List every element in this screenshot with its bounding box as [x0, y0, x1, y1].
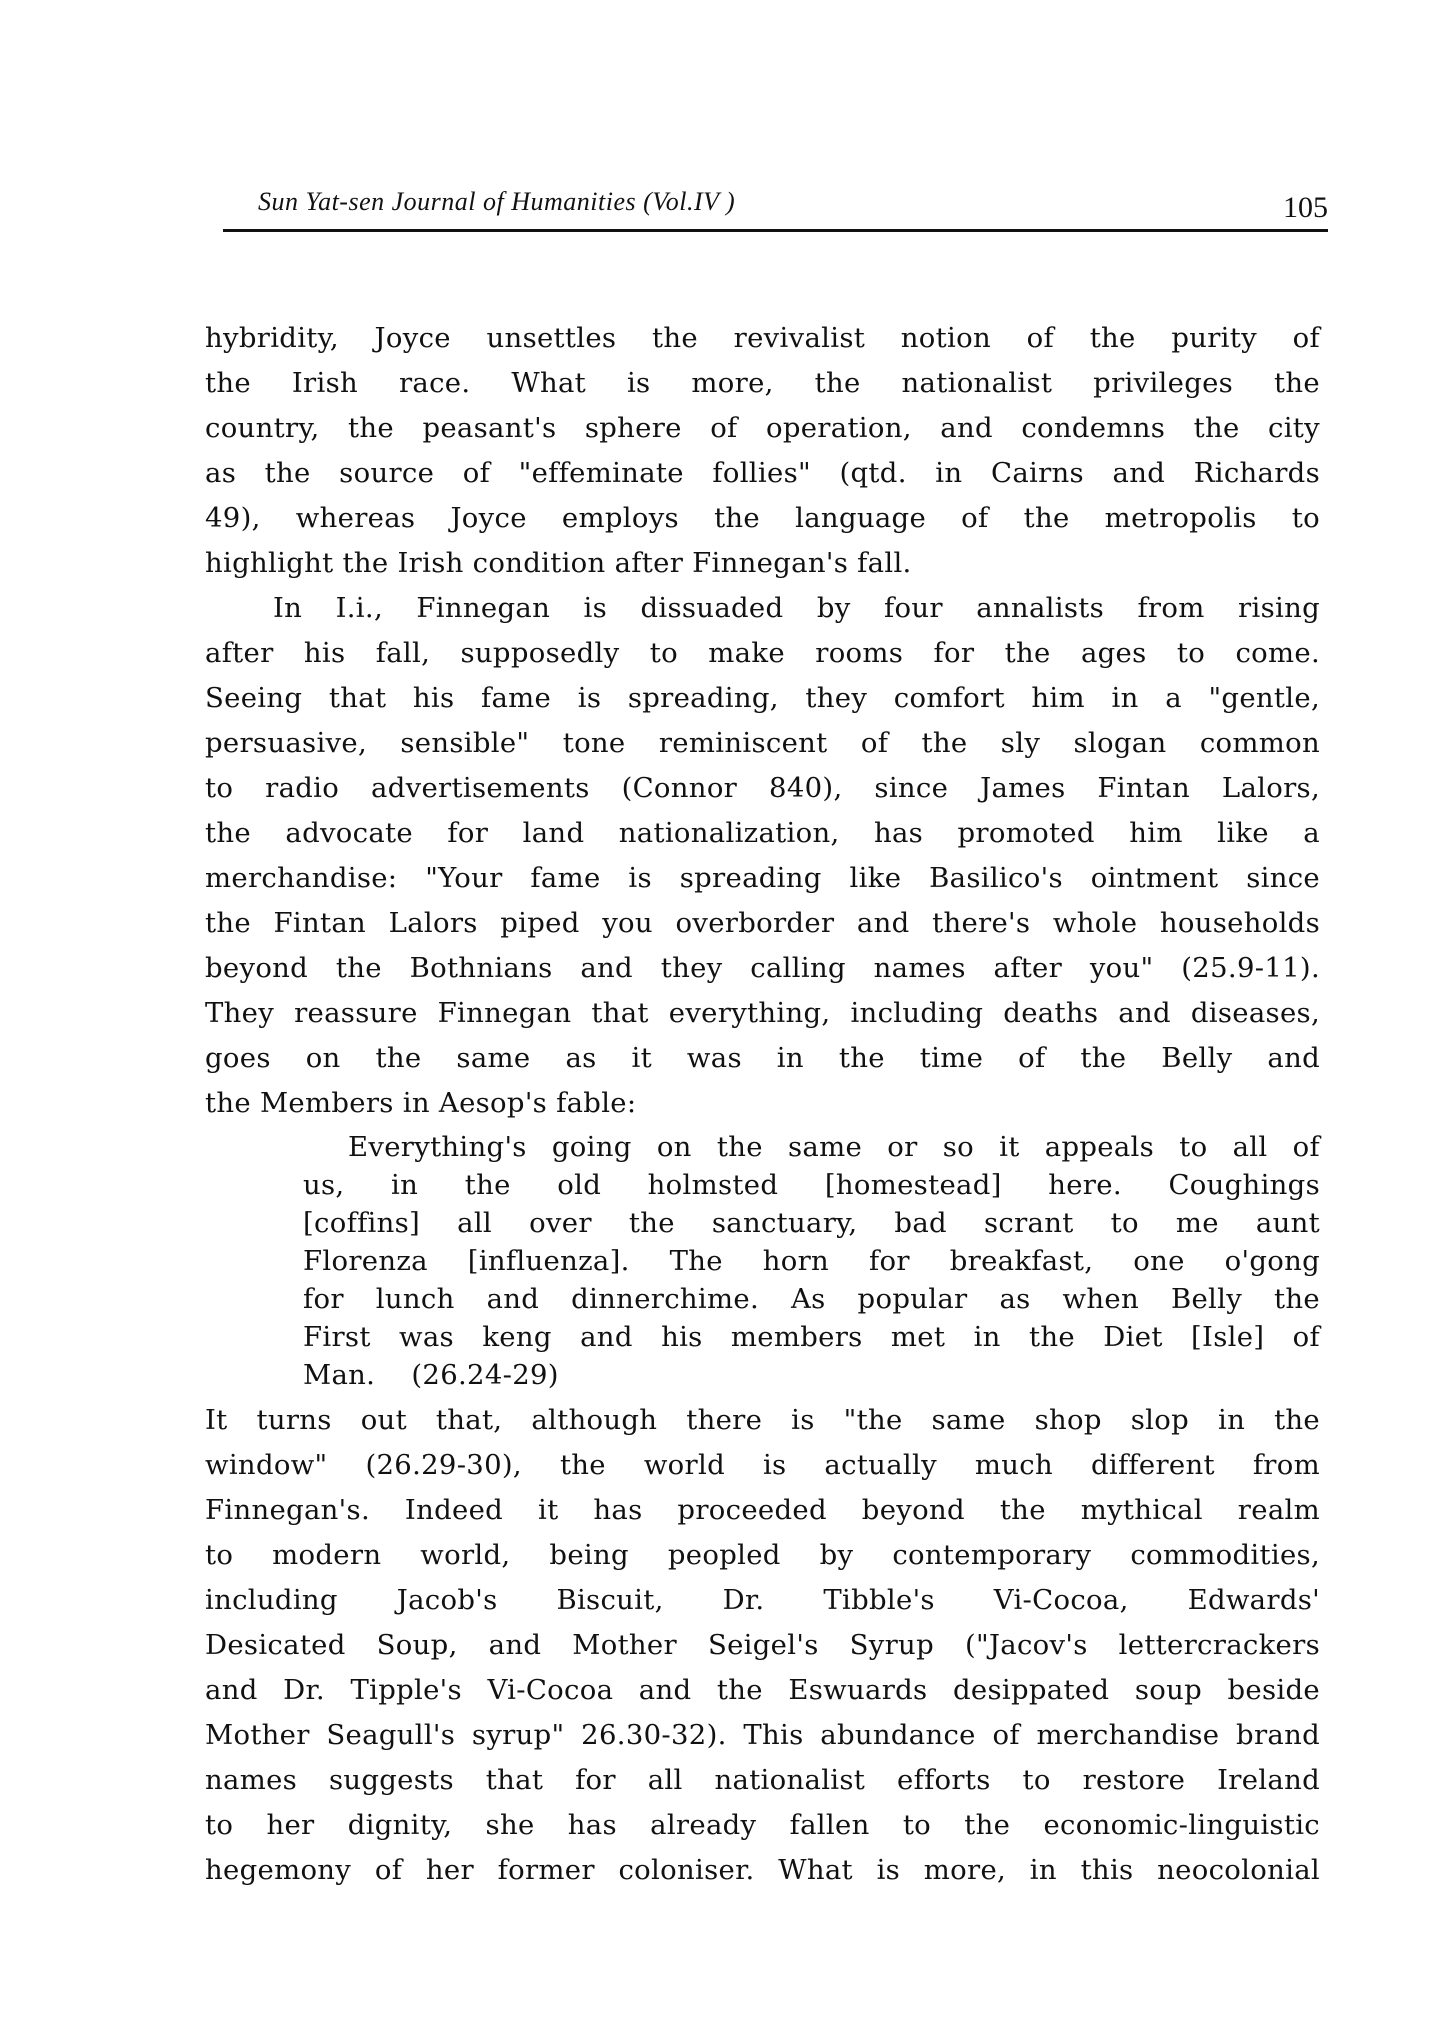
quote-line: for lunch and dinnerchime. As popular as when Belly the: [303, 1283, 1320, 1315]
text-line: beyond the Bothnians and they calling names after you" (25.9-11).: [205, 952, 1320, 984]
text-line: names suggests that for all nationalist efforts to restore Ireland: [205, 1764, 1320, 1796]
paragraph-2: [205, 586, 1320, 1126]
journal-title: Sun Yat-sen Journal of Humanities (Vol.IV ): [258, 187, 736, 216]
body-text: [205, 316, 1320, 1893]
text-line: to her dignity, she has already fallen to the economic-linguistic: [205, 1809, 1320, 1841]
text-line: goes on the same as it was in the time of the Belly and: [205, 1042, 1320, 1074]
text-line: and Dr. Tipple's Vi-Cocoa and the Eswuards desippated soup beside: [205, 1674, 1320, 1706]
text-line: highlight the Irish condition after Finnegan's fall.: [205, 547, 912, 579]
text-line: In I.i., Finnegan is dissuaded by four annalists from rising: [273, 592, 1320, 624]
text-line: to radio advertisements (Connor 840), since James Fintan Lalors,: [205, 772, 1320, 804]
text-line: persuasive, sensible" tone reminiscent of the sly slogan common: [205, 727, 1320, 759]
paragraph-1: [205, 316, 1320, 586]
quote-line: Florenza [influenza]. The horn for breakfast, one o'gong: [303, 1245, 1320, 1277]
quote-line: Everything's going on the same or so it appeals to all of: [348, 1131, 1320, 1163]
text-line: the Members in Aesop's fable:: [205, 1087, 637, 1119]
block-quote: [303, 1126, 1320, 1398]
text-line: hybridity, Joyce unsettles the revivalist notion of the purity of: [205, 322, 1320, 354]
text-line: the advocate for land nationalization, has promoted him like a: [205, 817, 1320, 849]
text-line: to modern world, being peopled by contemporary commodities,: [205, 1539, 1320, 1571]
quote-line: us, in the old holmsted [homestead] here. Coughings: [303, 1169, 1320, 1201]
text-line: as the source of "effeminate follies" (qtd. in Cairns and Richards: [205, 457, 1320, 489]
text-line: Desicated Soup, and Mother Seigel's Syrup ("Jacov's lettercrackers: [205, 1629, 1320, 1661]
quote-citation: Man. (26.24-29): [303, 1359, 559, 1391]
text-line: Seeing that his fame is spreading, they comfort him in a "gentle,: [205, 682, 1320, 714]
text-line: the Fintan Lalors piped you overborder and there's whole households: [205, 907, 1320, 939]
text-line: window" (26.29-30), the world is actually much different from: [205, 1449, 1320, 1481]
quote-line: [coffins] all over the sanctuary, bad scrant to me aunt: [303, 1207, 1320, 1239]
text-line: It turns out that, although there is "the same shop slop in the: [205, 1404, 1320, 1436]
page-number: 105: [1283, 191, 1328, 224]
quote-line: First was keng and his members met in the Diet [Isle] of: [303, 1321, 1320, 1353]
text-line: They reassure Finnegan that everything, including deaths and diseases,: [205, 997, 1320, 1029]
text-line: the Irish race. What is more, the nationalist privileges the: [205, 367, 1320, 399]
text-line: merchandise: "Your fame is spreading like Basilico's ointment since: [205, 862, 1320, 894]
text-line: after his fall, supposedly to make rooms for the ages to come.: [205, 637, 1320, 669]
text-line: 49), whereas Joyce employs the language of the metropolis to: [205, 502, 1320, 534]
paragraph-3: [205, 1398, 1320, 1893]
text-line: Mother Seagull's syrup" 26.30-32). This abundance of merchandise brand: [205, 1719, 1320, 1751]
text-line: country, the peasant's sphere of operation, and condemns the city: [205, 412, 1320, 444]
text-line: Finnegan's. Indeed it has proceeded beyond the mythical realm: [205, 1494, 1320, 1526]
running-header: [223, 183, 1328, 231]
text-line: hegemony of her former coloniser. What is more, in this neocolonial: [205, 1854, 1320, 1886]
header-rule: [223, 229, 1328, 232]
text-line: including Jacob's Biscuit, Dr. Tibble's Vi-Cocoa, Edwards': [205, 1584, 1320, 1616]
